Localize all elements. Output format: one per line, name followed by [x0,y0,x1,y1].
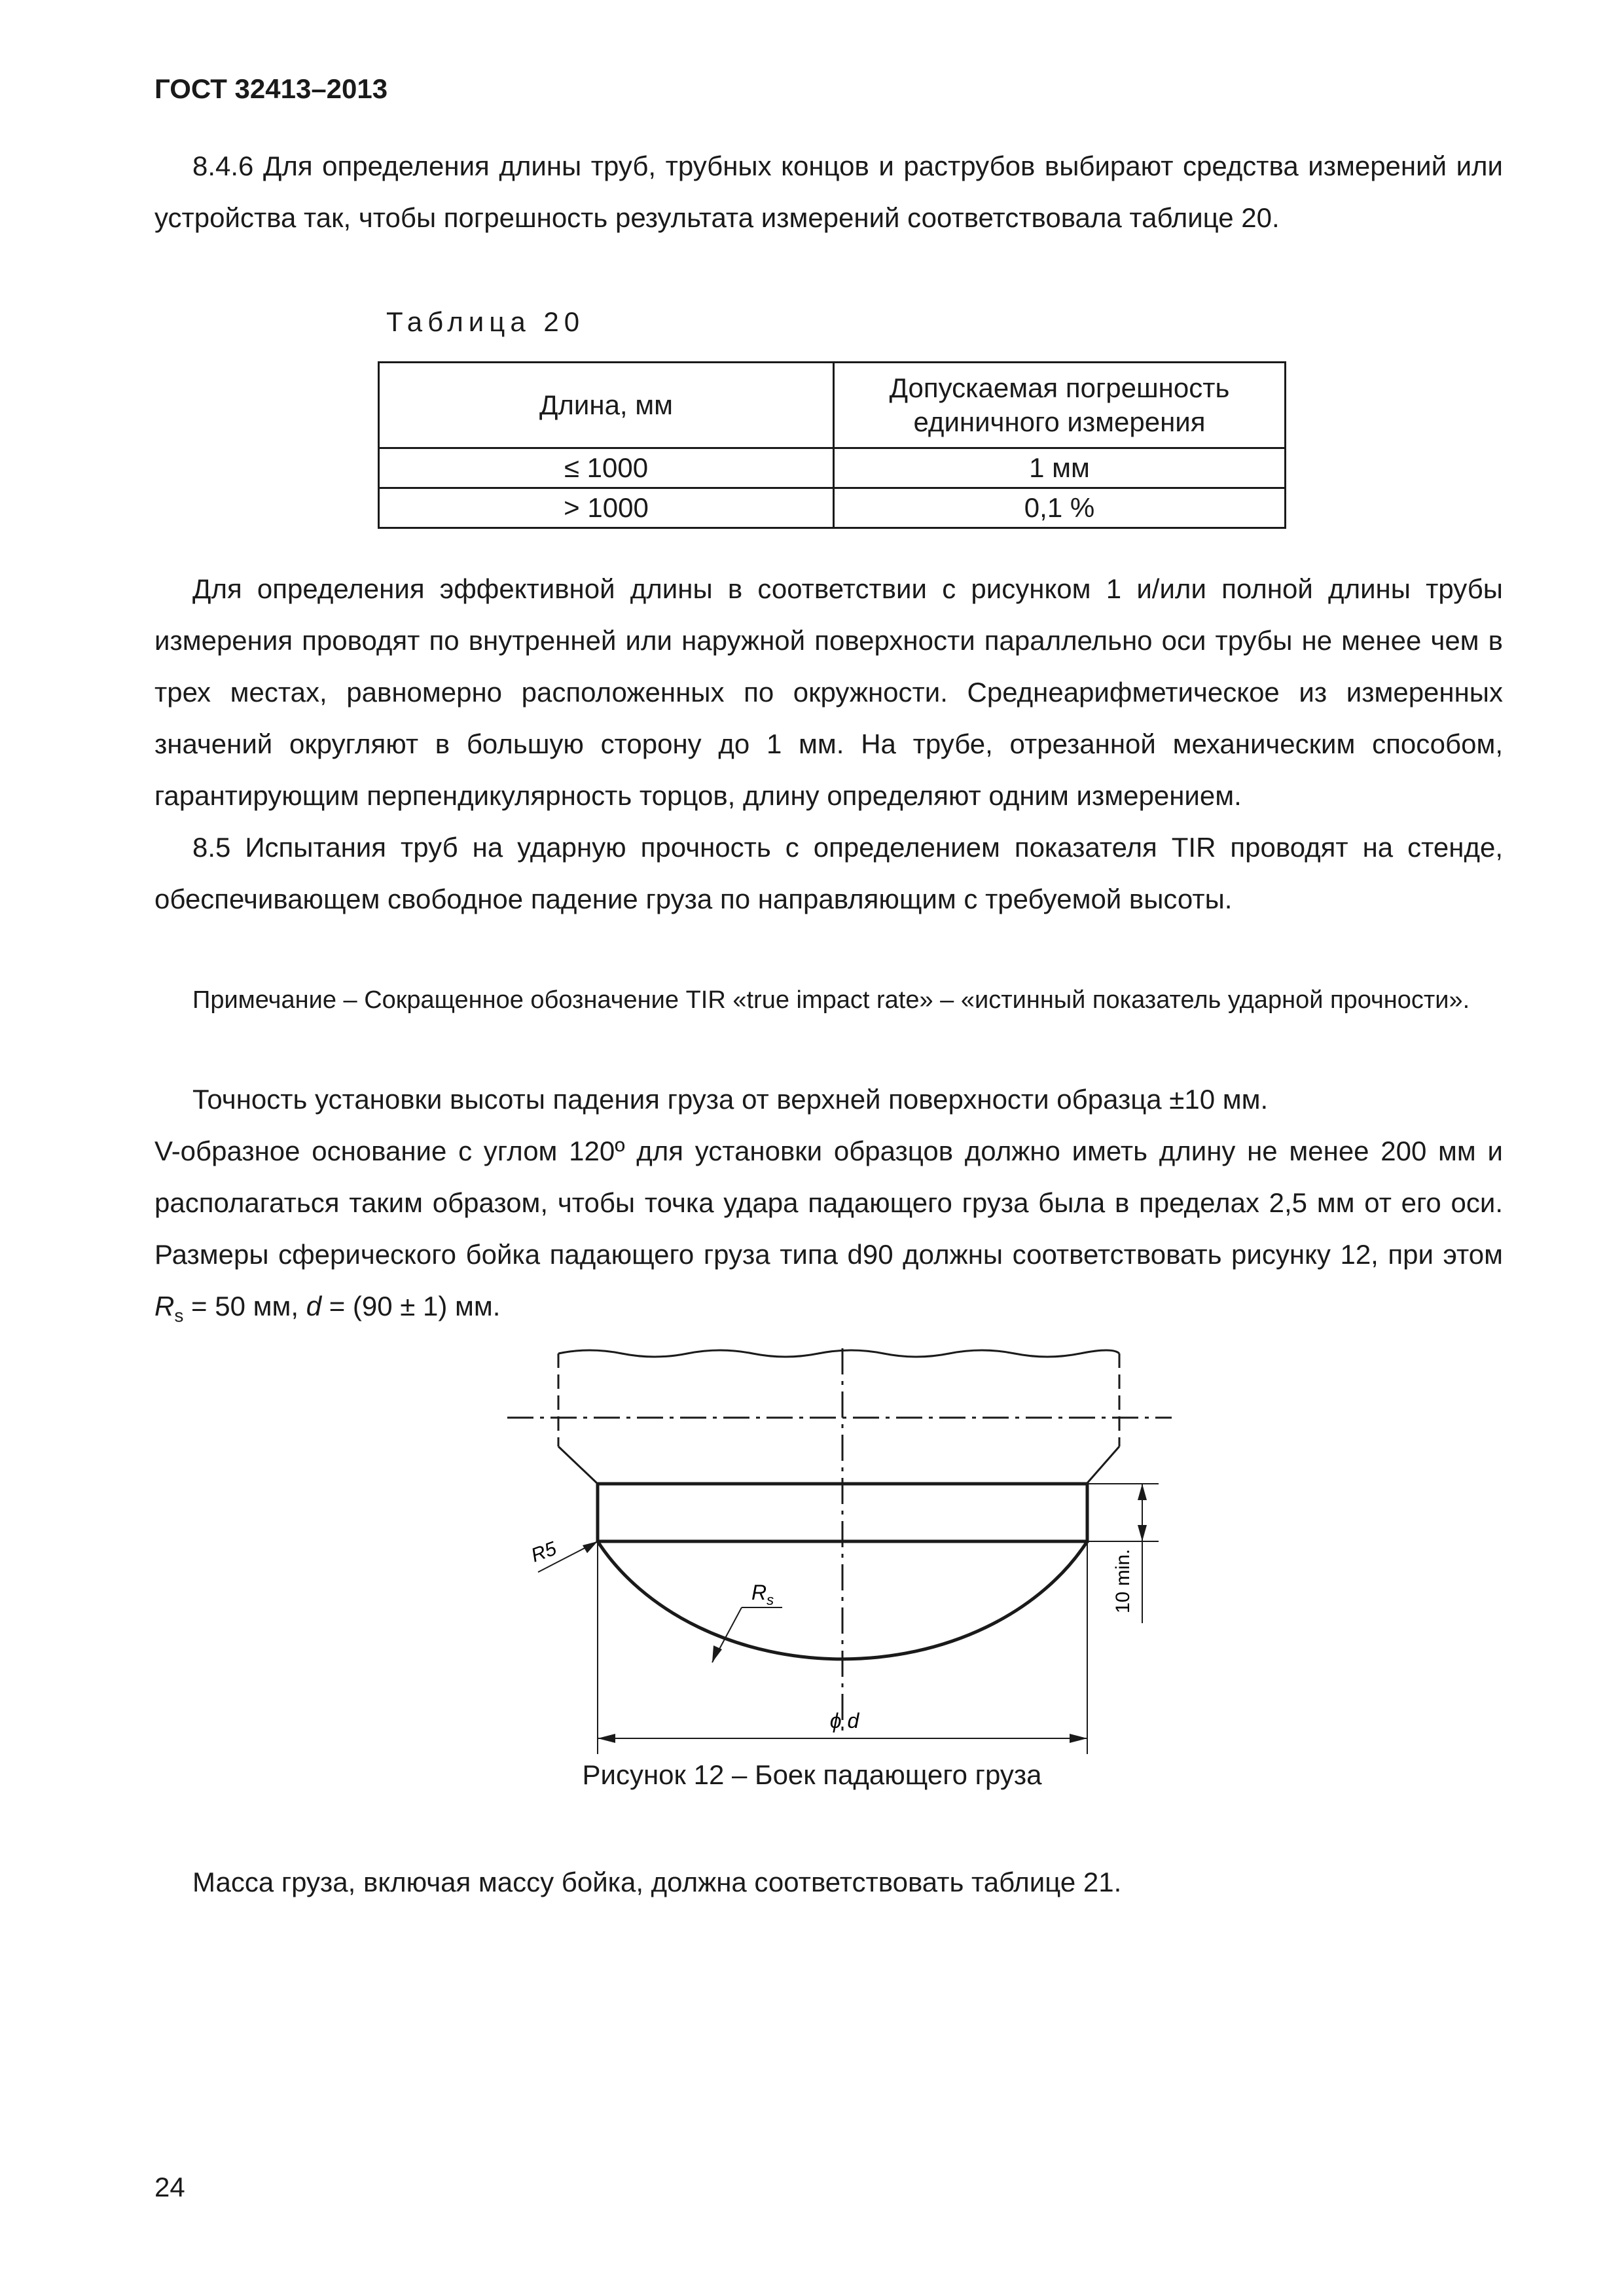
cell-error: 0,1 % [834,488,1286,528]
height-arrow-bottom [1138,1525,1147,1541]
paragraph-accuracy-line2 [154,1125,1503,1341]
d-symbol: d [306,1291,322,1321]
rs-symbol: R [154,1291,175,1321]
diameter-arrow-left [598,1734,615,1743]
column-header-error [834,363,1286,448]
paragraph-mass: Масса груза, включая массу бойка, должна соответствовать таблице 21. [192,1867,1122,1897]
column-header-length: Длина, мм [379,363,834,448]
break-line [558,1350,1119,1357]
paragraph-8-5-text: 8.5 Испытания труб на ударную прочность с определением показателя TIR проводят на стенде, обеспечивающем свободное падение груза по направляющим с требуемой высоты. [154,832,1503,914]
label-rs-subscript: s [767,1592,774,1608]
note-text: Примечание – Сокращенное обозначение TIR «true impact rate» – «истинный показатель ударной прочности». [192,986,1470,1014]
column-header-error-line2: единичного измерения [913,406,1206,437]
paragraph-accuracy-text-c: = (90 ± 1) мм. [321,1291,501,1321]
document-header: ГОСТ 32413–2013 [154,73,388,104]
column-header-error-line1: Допускаемая погрешность [889,372,1230,403]
height-arrow-top [1138,1484,1147,1500]
diameter-arrow-right [1070,1734,1087,1743]
label-10-min: 10 min. [1112,1549,1134,1613]
figure-12-striker-drawing [497,1335,1191,1754]
label-r5: R5 [528,1537,560,1567]
table-header-row [379,363,1286,448]
rs-subscript: s [174,1305,184,1326]
paragraph-effective-length-text: Для определения эффективной длины в соответствии с рисунком 1 и/или полной длины трубы измерения проводят по внутренней или наружной поверхности параллельно оси трубы не менее чем в трех местах, равномерно расположенных по окружности. Среднеарифметическое из измеренных значений округляют в большую сторону до 1 мм. На трубе, отрезанной механическим способом, гарантирующим перпендикулярность торцов, длину определяют одним измерением. [154,573,1503,811]
cell-error: 1 мм [834,448,1286,488]
label-rs [751,1581,774,1608]
label-diameter: ϕ d [829,1709,859,1732]
cell-length: ≤ 1000 [379,448,834,488]
left-chamfer [558,1446,598,1484]
paragraph-8-4-6-text: 8.4.6 Для определения длины труб, трубных концов и раструбов выбирают средства измерений или устройства так, чтобы погрешность результата измерений соответствовала таблице 20. [154,151,1503,233]
paragraph-8-4-6 [154,140,1503,243]
right-chamfer [1087,1446,1119,1484]
label-rs-letter: R [751,1581,767,1604]
table-row [379,448,1286,488]
paragraph-accuracy-text-a: V-образное основание с углом 120º для установки образцов должно иметь длину не менее 200 мм и располагаться таким образом, чтобы точка удара падающего груза была в пределах 2,5 мм от его оси. Размеры сферического бойка падающего груза типа d90 должны соответствовать рисунку 12, при этом [154,1136,1503,1270]
table-20 [378,361,1286,529]
paragraph-accuracy-text-b: = 50 мм, [183,1291,306,1321]
table-row [379,488,1286,528]
r5-arrow [583,1541,598,1553]
paragraph-accuracy-line1: Точность установки высоты падения груза от верхней поверхности образца ±10 мм. [192,1084,1269,1115]
page-number: 24 [154,2172,185,2202]
table-caption: Таблица 20 [386,306,585,337]
cell-length: > 1000 [379,488,834,528]
figure-caption: Рисунок 12 – Боек падающего груза [582,1759,1042,1790]
note [154,979,1503,1021]
paragraph-effective-length [154,563,1503,925]
paragraph-accuracy [154,1073,1503,1341]
